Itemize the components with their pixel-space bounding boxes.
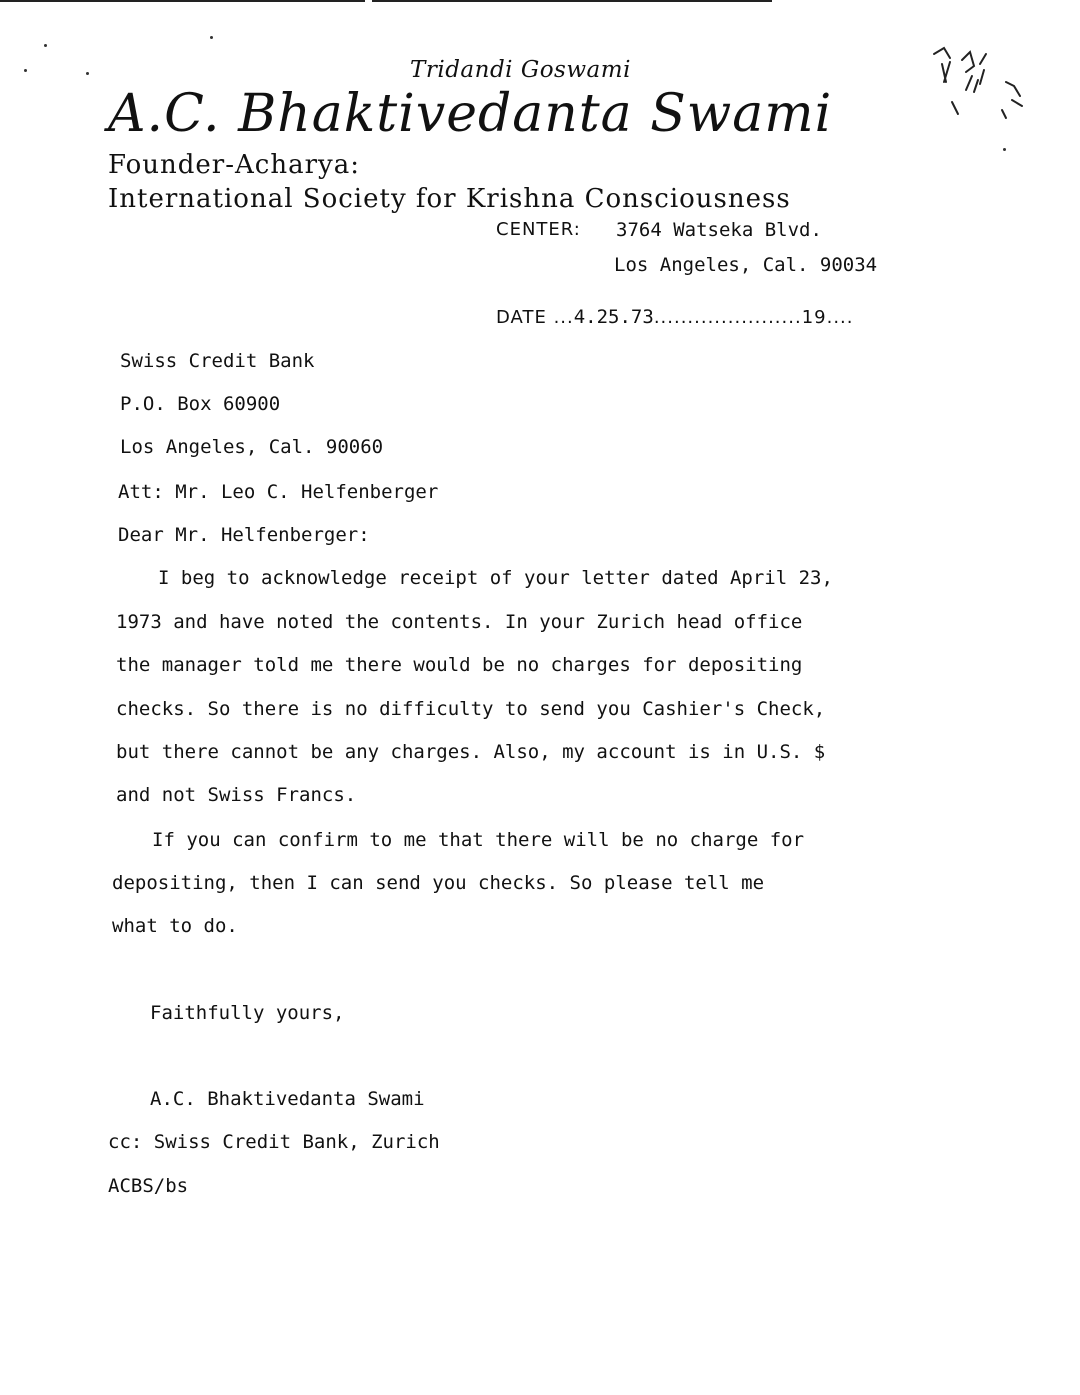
recipient-line-3: Los Angeles, Cal. 90060 <box>120 436 384 458</box>
letterhead-title: Tridandi Goswami <box>410 57 631 83</box>
closing: Faithfully yours, <box>150 1002 345 1024</box>
date-value: 4.25.73 <box>573 306 654 328</box>
scan-edge-line <box>0 0 365 2</box>
body-line: but there cannot be any charges. Also, my account is in U.S. $ <box>116 741 826 763</box>
typist-initials: ACBS/bs <box>108 1175 189 1197</box>
scan-speck <box>86 72 89 75</box>
body-line: and not Swiss Francs. <box>116 784 357 806</box>
scan-speck <box>44 44 47 47</box>
body-line: what to do. <box>112 915 238 937</box>
center-label: CENTER: <box>496 219 581 240</box>
salutation: Dear Mr. Helfenberger: <box>118 524 370 546</box>
body-line: the manager told me there would be no charges for depositing <box>116 654 803 676</box>
date-year: 19 <box>801 307 827 328</box>
scan-speck <box>1003 148 1006 151</box>
letterhead-name: A.C. Bhaktivedanta Swami <box>108 84 833 144</box>
body-line: If you can confirm to me that there will be no charge for <box>152 829 805 851</box>
center-address-street: 3764 Watseka Blvd. <box>616 219 822 241</box>
scan-speck <box>210 36 213 39</box>
body-line: depositing, then I can send you checks. So please tell me <box>112 872 765 894</box>
date-label: DATE <box>496 307 547 328</box>
scan-speck <box>24 69 27 72</box>
date-leader-dots: .... <box>826 307 854 328</box>
signature-name: A.C. Bhaktivedanta Swami <box>150 1088 425 1110</box>
recipient-attention: Att: Mr. Leo C. Helfenberger <box>118 481 439 503</box>
body-line: 1973 and have noted the contents. In your Zurich head office <box>116 611 803 633</box>
center-address-city: Los Angeles, Cal. 90034 <box>614 254 878 276</box>
cc-line: cc: Swiss Credit Bank, Zurich <box>108 1131 440 1153</box>
letterhead-founder: Founder-Acharya: <box>108 150 360 180</box>
date-row <box>496 306 854 328</box>
handwritten-mark <box>922 42 1032 142</box>
scan-edge-line <box>372 0 772 2</box>
letterhead-society: International Society for Krishna Consciousness <box>108 184 791 214</box>
date-leader-dots: ...................... <box>653 307 802 328</box>
body-line: checks. So there is no difficulty to send you Cashier's Check, <box>116 698 826 720</box>
recipient-line-2: P.O. Box 60900 <box>120 393 281 415</box>
recipient-line-1: Swiss Credit Bank <box>120 350 315 372</box>
body-line: I beg to acknowledge receipt of your letter dated April 23, <box>158 567 833 589</box>
date-leader-dots: ... <box>553 307 574 328</box>
